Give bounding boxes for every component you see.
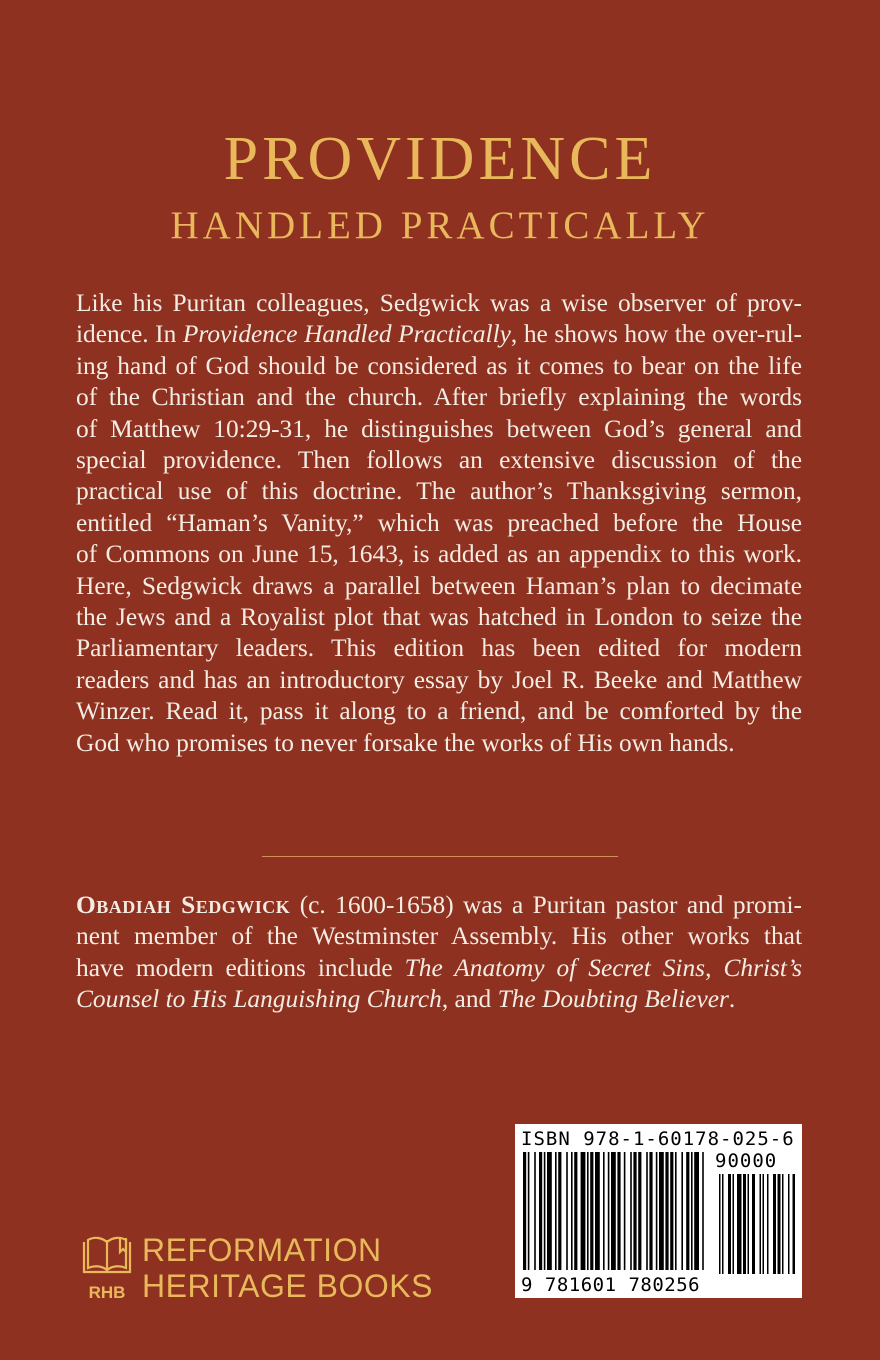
addon-bar bbox=[782, 1174, 784, 1274]
blurb-line: God who promises to never forsake the works of His own hands. bbox=[76, 728, 735, 757]
barcode-bar bbox=[681, 1152, 683, 1270]
barcode-bar bbox=[555, 1152, 557, 1270]
barcode-bar bbox=[534, 1152, 536, 1270]
work-title: Christ’s bbox=[723, 953, 803, 982]
work-title: Counsel to His Languishing Church bbox=[76, 985, 442, 1014]
barcode-bar bbox=[611, 1152, 616, 1270]
barcode-bar bbox=[590, 1152, 593, 1270]
blurb-line: Here, Sedgwick draws a parallel between Haman’s plan to decimate bbox=[76, 571, 802, 600]
barcode-bar bbox=[566, 1152, 568, 1270]
barcode-bar bbox=[649, 1152, 652, 1270]
addon-bar bbox=[722, 1174, 724, 1274]
blurb-line: of the Christian and the church. After briefly explaining the words bbox=[76, 383, 802, 412]
barcode-bar bbox=[659, 1152, 664, 1270]
book-subtitle: HANDLED PRACTICALLY bbox=[170, 204, 710, 247]
bio-line: have modern editions include The Anatomy of Secret Sins, Christ’s bbox=[76, 953, 803, 982]
addon-bar bbox=[752, 1174, 755, 1274]
blurb-line: Winzer. Read it, pass it along to a friend, and be comforted by the bbox=[76, 697, 802, 726]
blurb-line: Parliamentary leaders. This edition has been edited for modern bbox=[76, 634, 802, 663]
addon-bar bbox=[778, 1174, 781, 1274]
isbn-label: ISBN 978-1-60178-025-6 bbox=[521, 1128, 795, 1150]
barcode-bar bbox=[603, 1152, 605, 1270]
blurb-line: Like his Puritan colleagues, Sedgwick was a wise observer of prov- bbox=[76, 289, 802, 317]
barcode-bar bbox=[571, 1152, 573, 1270]
barcode-bar bbox=[608, 1152, 610, 1270]
barcode-bar bbox=[665, 1152, 668, 1270]
blurb-line: idence. In Providence Handled Practically, he shows how the over-rul- bbox=[76, 320, 802, 349]
barcode-bar bbox=[675, 1152, 677, 1270]
barcode-bars bbox=[523, 1152, 795, 1276]
book-icon bbox=[80, 1232, 134, 1304]
addon-bar bbox=[733, 1174, 735, 1274]
author-bio bbox=[76, 890, 802, 1016]
addon-bar bbox=[767, 1174, 769, 1274]
publisher-logo bbox=[80, 1232, 440, 1304]
blurb-line: entitled “Haman’s Vanity,” which was preached before the House bbox=[76, 508, 802, 537]
blurb-line: ing hand of God should be considered as it comes to bear on the life bbox=[76, 351, 802, 380]
barcode-bar bbox=[633, 1152, 636, 1270]
barcode-bar bbox=[638, 1152, 641, 1270]
publisher-name: REFORMATION HERITAGE BOOKS bbox=[142, 1232, 433, 1304]
barcode-bar bbox=[630, 1152, 632, 1270]
barcode-bar bbox=[617, 1152, 620, 1270]
isbn-barcode bbox=[515, 1124, 802, 1298]
barcode-bar bbox=[544, 1152, 546, 1270]
publisher-initials: RHB bbox=[88, 1283, 126, 1302]
barcode-bar bbox=[581, 1152, 586, 1270]
addon-bar bbox=[728, 1174, 731, 1274]
barcode-bar bbox=[587, 1152, 589, 1270]
ean-digits: 9 781601 780256 bbox=[521, 1274, 701, 1296]
addon-bar bbox=[743, 1174, 746, 1274]
book-title-inline: Providence Handled Practically bbox=[182, 320, 511, 349]
addon-bar bbox=[719, 1174, 721, 1274]
addon-bar bbox=[737, 1174, 742, 1274]
blurb-line: readers and has an introductory essay by Joel R. Beeke and Matthew bbox=[76, 665, 802, 694]
barcode-bar bbox=[646, 1152, 648, 1270]
addon-bar bbox=[773, 1174, 776, 1274]
barcode-bar bbox=[656, 1152, 658, 1270]
blurb-line: special providence. Then follows an extensive discussion of the bbox=[76, 446, 802, 475]
addon-bar bbox=[748, 1174, 750, 1274]
addon-bar bbox=[788, 1174, 790, 1274]
barcode-bar bbox=[691, 1152, 693, 1270]
bio-line: nent member of the Westminster Assembly. His other works that bbox=[76, 922, 802, 951]
section-divider bbox=[262, 856, 618, 857]
barcode-bar bbox=[670, 1152, 673, 1270]
barcode-bar bbox=[523, 1152, 526, 1270]
addon-bar bbox=[793, 1174, 796, 1274]
barcode-bar bbox=[686, 1152, 689, 1270]
work-title: The Doubting Believer bbox=[497, 985, 729, 1014]
blurb-line: the Jews and a Royalist plot that was hatched in London to seize the bbox=[76, 603, 802, 632]
addon-digits: 90000 bbox=[715, 1150, 778, 1172]
barcode-bar bbox=[574, 1152, 577, 1270]
addon-bar bbox=[763, 1174, 765, 1274]
barcode-bar bbox=[595, 1152, 600, 1270]
barcode-bar bbox=[702, 1152, 704, 1270]
barcode-bar bbox=[528, 1152, 530, 1270]
addon-bar bbox=[760, 1174, 762, 1274]
barcode-bar bbox=[694, 1152, 699, 1270]
barcode-bar bbox=[539, 1152, 542, 1270]
book-title: PROVIDENCE bbox=[223, 125, 657, 193]
barcode-bar bbox=[558, 1152, 561, 1270]
barcode-bar bbox=[624, 1152, 626, 1270]
bio-line: Counsel to His Languishing Church, and The Doubting Believer. bbox=[76, 985, 736, 1014]
bio-line: Obadiah Sedgwick (c. 1600-1658) was a Puritan pastor and promi- bbox=[76, 891, 802, 919]
blurb-line: practical use of this doctrine. The author’s Thanksgiving sermon, bbox=[76, 477, 802, 506]
blurb-paragraph bbox=[76, 288, 802, 759]
work-title: The Anatomy of Secret Sins bbox=[404, 953, 706, 982]
author-name: Obadiah Sedgwick bbox=[76, 891, 291, 919]
blurb-line: of Commons on June 15, 1643, is added as an appendix to this work. bbox=[76, 540, 802, 569]
blurb-line: of Matthew 10:29-31, he distinguishes between God’s general and bbox=[76, 414, 802, 443]
barcode-bar bbox=[547, 1152, 552, 1270]
